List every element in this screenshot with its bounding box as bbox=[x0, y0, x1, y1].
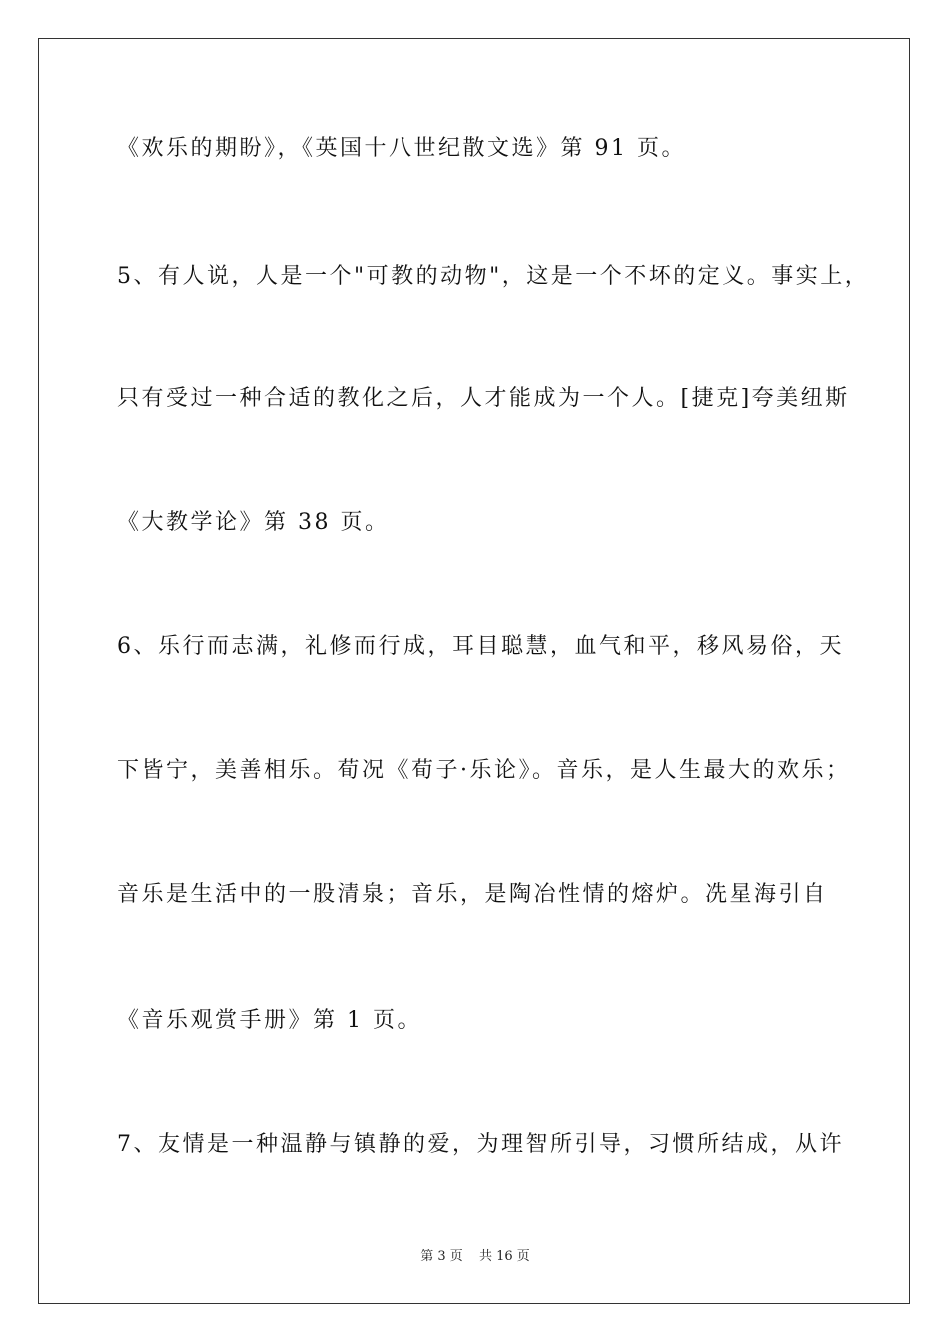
text-line: 7、友情是一种温静与镇静的爱，为理智所引导，习惯所结成，从许 bbox=[117, 1132, 844, 1157]
page-footer bbox=[0, 1248, 950, 1266]
page-number: 第 3 页 bbox=[420, 1249, 463, 1264]
text-line: 音乐是生活中的一股清泉；音乐，是陶冶性情的熔炉。冼星海引自 bbox=[117, 882, 828, 907]
text-line: 5、有人说，人是一个"可教的动物"，这是一个不坏的定义。事实上， bbox=[117, 264, 870, 289]
text-line: 《音乐观赏手册》第 1 页。 bbox=[117, 1008, 422, 1033]
text-line: 只有受过一种合适的教化之后，人才能成为一个人。[捷克]夸美纽斯 bbox=[117, 386, 850, 411]
text-line: 6、乐行而志满，礼修而行成，耳目聪慧，血气和平，移风易俗，天 bbox=[117, 634, 844, 659]
text-line: 下皆宁，美善相乐。荀况《荀子·乐论》。音乐，是人生最大的欢乐； bbox=[117, 758, 851, 783]
page-border bbox=[38, 38, 910, 1304]
text-line: 《欢乐的期盼》，《英国十八世纪散文选》第 91 页。 bbox=[117, 136, 686, 161]
page-total: 共 16 页 bbox=[478, 1249, 530, 1264]
text-line: 《大教学论》第 38 页。 bbox=[117, 510, 390, 535]
